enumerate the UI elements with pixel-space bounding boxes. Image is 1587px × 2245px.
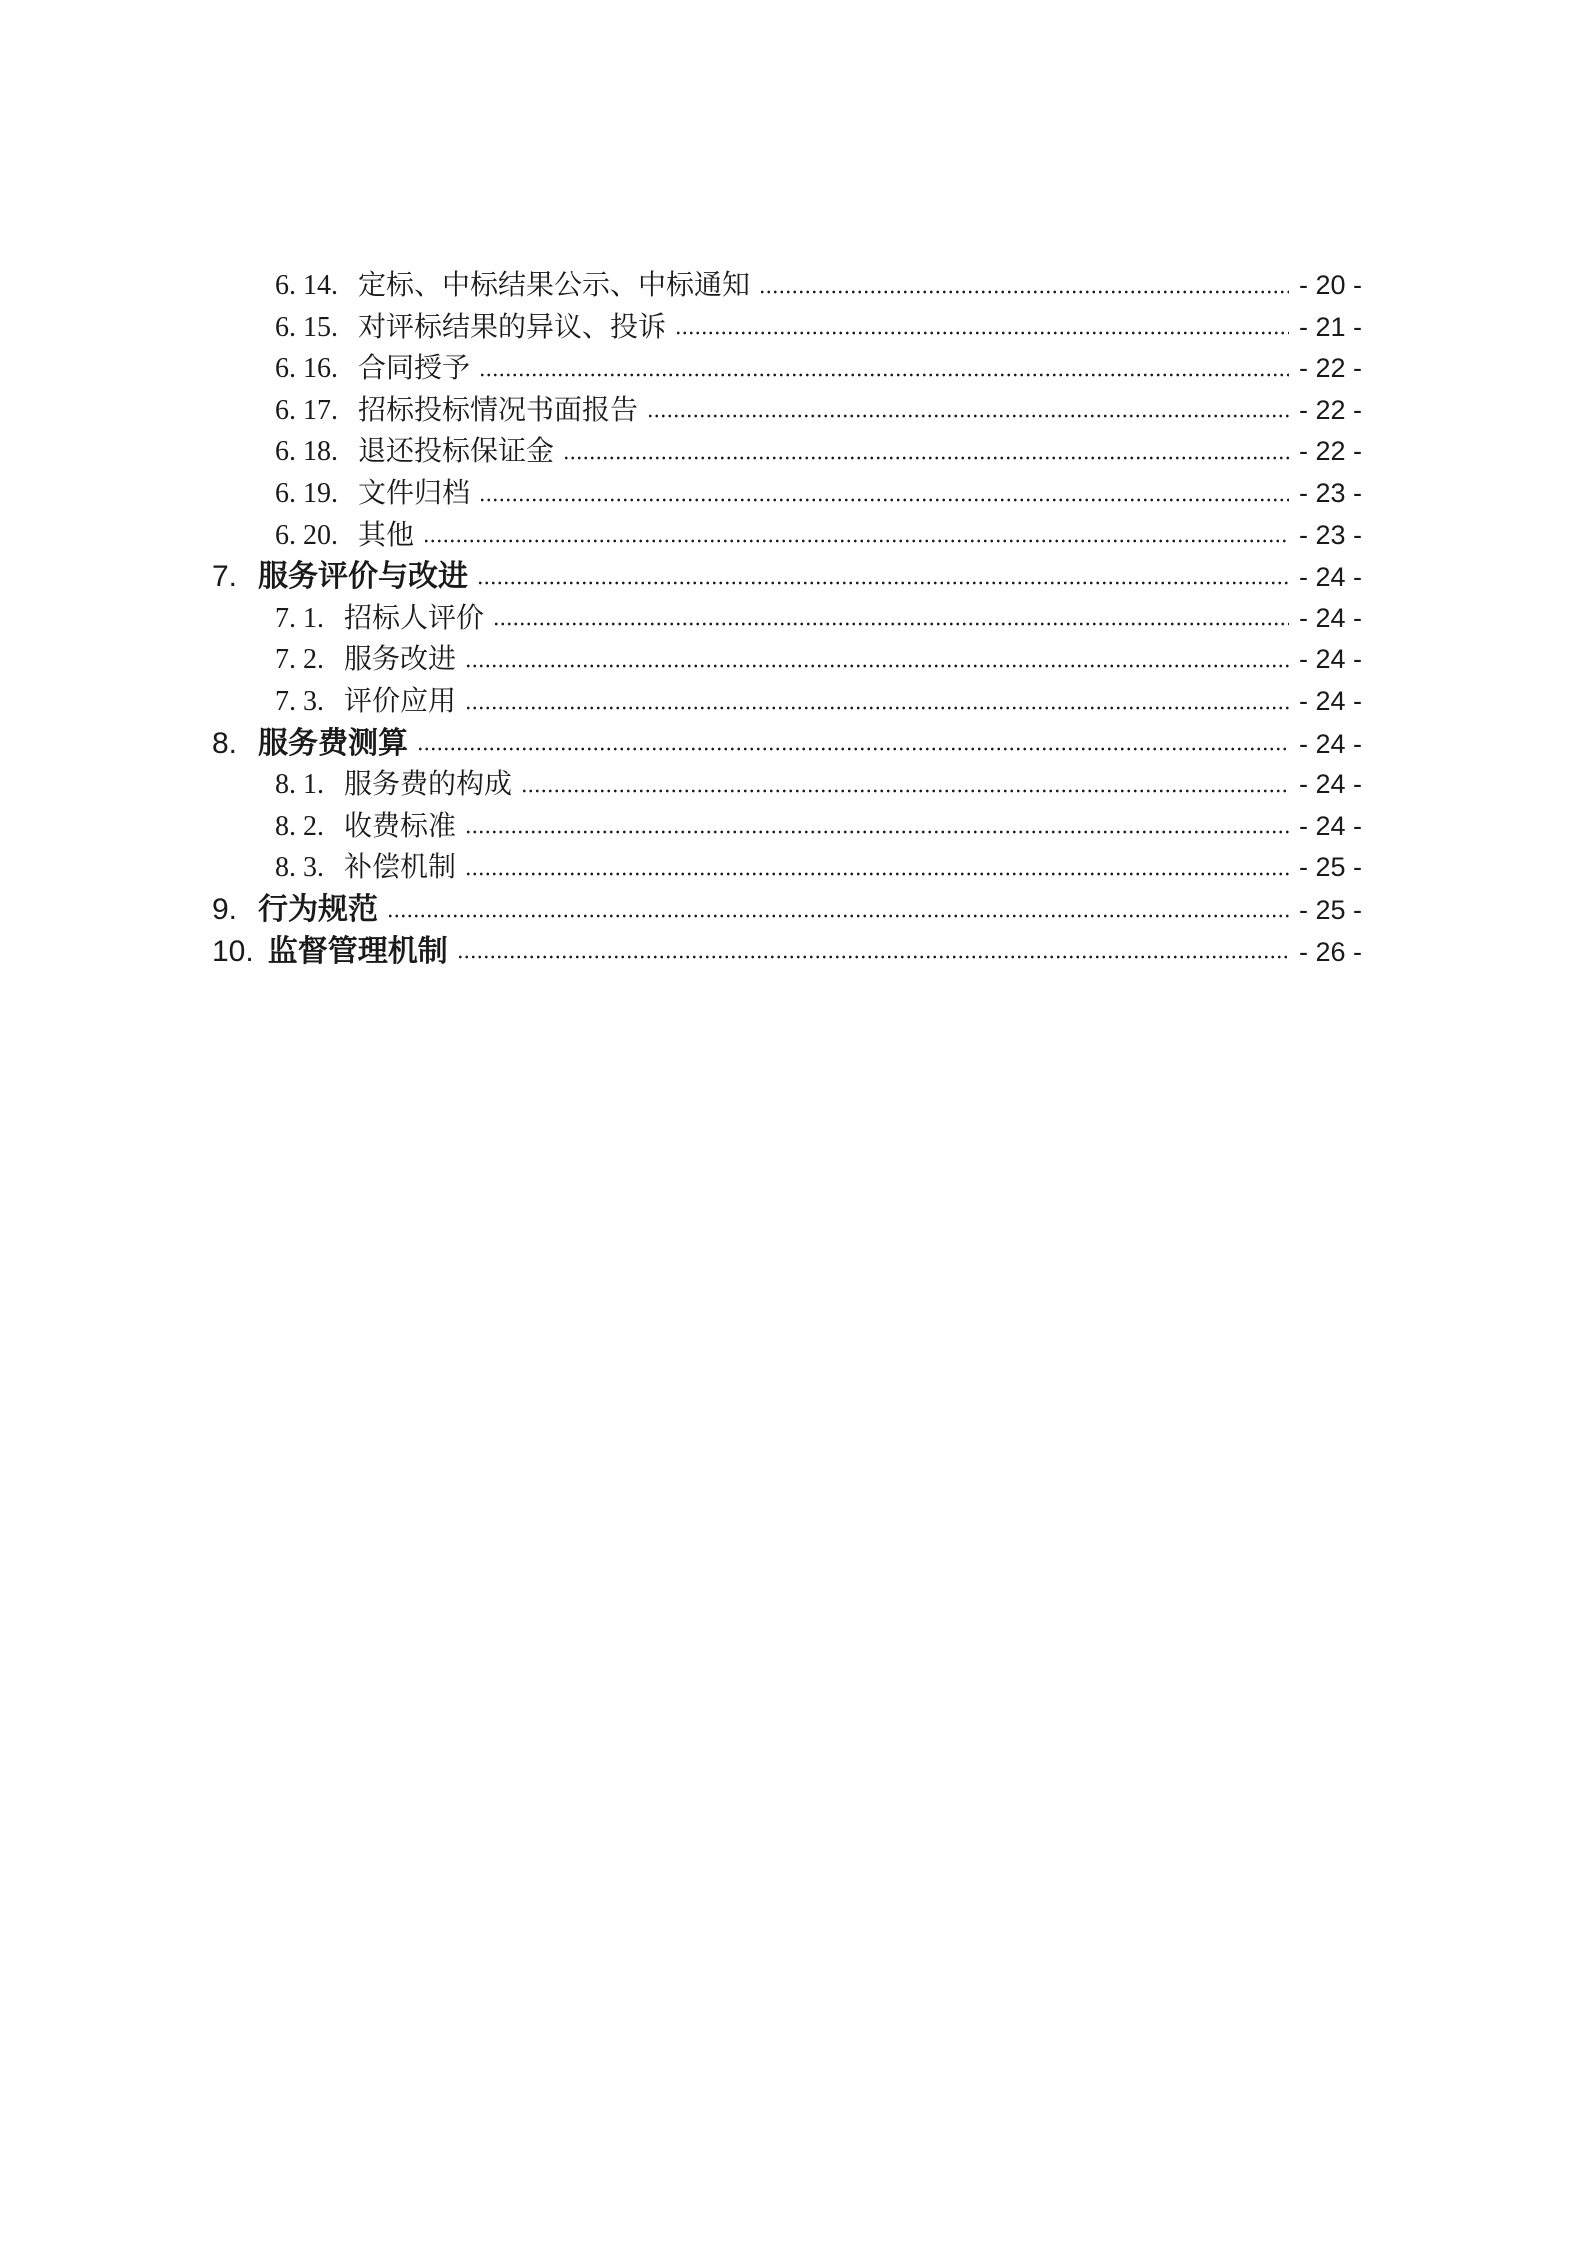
- toc-entry-label: 服务费测算: [258, 726, 408, 760]
- toc-entry-page-number: - 22 -: [1298, 353, 1362, 384]
- toc-entry-page-number: - 25 -: [1298, 894, 1362, 925]
- toc-entry-label: 招标投标情况书面报告: [358, 394, 639, 426]
- toc-entry-label: 对评标结果的异议、投诉: [358, 311, 667, 343]
- toc-entry-number: 8.: [212, 726, 238, 760]
- toc-entry[interactable]: [212, 473, 1362, 515]
- dot-leader: [521, 787, 1289, 795]
- toc-entry-page-number: - 23 -: [1298, 477, 1362, 508]
- toc-entry-page-number: - 24 -: [1298, 810, 1362, 841]
- toc-entry-number: 8. 3.: [275, 852, 324, 884]
- dot-leader: [479, 371, 1289, 379]
- dot-leader: [477, 579, 1289, 587]
- toc-entry-page-number: - 24 -: [1298, 562, 1362, 593]
- toc-entry[interactable]: [212, 723, 1362, 765]
- toc-entry-page-number: - 22 -: [1298, 436, 1362, 467]
- toc-entry-page-number: - 20 -: [1298, 270, 1362, 300]
- toc-entry-label: 招标人评价: [344, 602, 485, 634]
- toc-entry-number: 6. 20.: [275, 519, 338, 551]
- toc-entry-number: 6. 18.: [275, 436, 338, 468]
- toc-entry-label: 定标、中标结果公示、中标通知: [358, 270, 751, 301]
- toc-entry[interactable]: [212, 764, 1362, 806]
- toc-entry-page-number: - 24 -: [1298, 644, 1362, 675]
- toc-entry[interactable]: [212, 556, 1362, 598]
- table-of-contents: [212, 265, 1362, 972]
- dot-leader: [465, 870, 1289, 878]
- toc-entry-number: 6. 14.: [275, 270, 338, 301]
- toc-entry-label: 合同授予: [358, 353, 471, 385]
- toc-entry[interactable]: [212, 348, 1362, 390]
- toc-entry[interactable]: [212, 931, 1362, 973]
- dot-leader: [457, 953, 1289, 961]
- toc-entry-label: 退还投标保证金: [358, 436, 555, 468]
- dot-leader: [647, 412, 1289, 420]
- toc-entry-number: 6. 17.: [275, 394, 338, 426]
- toc-entry-number: 6. 16.: [275, 353, 338, 385]
- dot-leader: [493, 620, 1289, 628]
- toc-entry-label: 服务改进: [344, 644, 457, 676]
- dot-leader: [675, 329, 1289, 337]
- toc-entry-number: 6. 19.: [275, 477, 338, 509]
- toc-entry[interactable]: [212, 390, 1362, 432]
- toc-entry-label: 服务费的构成: [344, 769, 513, 801]
- toc-entry-label: 评价应用: [344, 685, 457, 717]
- toc-entry-label: 文件归档: [358, 477, 471, 509]
- dot-leader: [387, 912, 1289, 920]
- toc-entry-number: 8. 1.: [275, 769, 324, 801]
- toc-entry-page-number: - 24 -: [1298, 769, 1362, 800]
- toc-entry-number: 7. 2.: [275, 644, 324, 676]
- toc-entry-label: 补偿机制: [344, 852, 457, 884]
- toc-entry-number: 7. 3.: [275, 685, 324, 717]
- toc-entry-label: 监督管理机制: [267, 934, 448, 968]
- toc-entry[interactable]: [212, 307, 1362, 349]
- toc-entry-page-number: - 26 -: [1298, 936, 1362, 967]
- toc-entry[interactable]: [212, 847, 1362, 889]
- toc-entry[interactable]: [212, 515, 1362, 557]
- toc-entry-page-number: - 24 -: [1298, 685, 1362, 716]
- toc-entry[interactable]: [212, 639, 1362, 681]
- dot-leader: [417, 745, 1289, 753]
- toc-entry-number: 7. 1.: [275, 602, 324, 634]
- toc-entry-page-number: - 25 -: [1298, 852, 1362, 883]
- toc-entry-page-number: - 21 -: [1298, 311, 1362, 342]
- dot-leader: [759, 288, 1289, 296]
- dot-leader: [479, 496, 1289, 504]
- toc-entry-number: 10.: [212, 934, 254, 968]
- toc-entry[interactable]: [212, 598, 1362, 640]
- toc-entry-label: 服务评价与改进: [258, 560, 468, 594]
- dot-leader: [465, 828, 1289, 836]
- toc-entry-page-number: - 23 -: [1298, 519, 1362, 550]
- toc-entry-page-number: - 24 -: [1298, 602, 1362, 633]
- dot-leader: [563, 454, 1289, 462]
- toc-entry-number: 7.: [212, 560, 238, 594]
- toc-entry[interactable]: [212, 265, 1362, 307]
- toc-entry-page-number: - 24 -: [1298, 728, 1362, 759]
- toc-entry-number: 8. 2.: [275, 810, 324, 842]
- toc-entry-page-number: - 22 -: [1298, 394, 1362, 425]
- toc-entry-number: 6. 15.: [275, 311, 338, 343]
- toc-entry[interactable]: [212, 889, 1362, 931]
- toc-entry[interactable]: [212, 681, 1362, 723]
- toc-entry-label: 行为规范: [258, 892, 378, 926]
- toc-entry-label: 其他: [358, 519, 415, 551]
- toc-entry-number: 9.: [212, 892, 238, 926]
- toc-entry-label: 收费标准: [344, 810, 457, 842]
- toc-entry[interactable]: [212, 806, 1362, 848]
- dot-leader: [423, 537, 1289, 545]
- toc-entry[interactable]: [212, 431, 1362, 473]
- dot-leader: [465, 662, 1289, 670]
- dot-leader: [465, 704, 1289, 712]
